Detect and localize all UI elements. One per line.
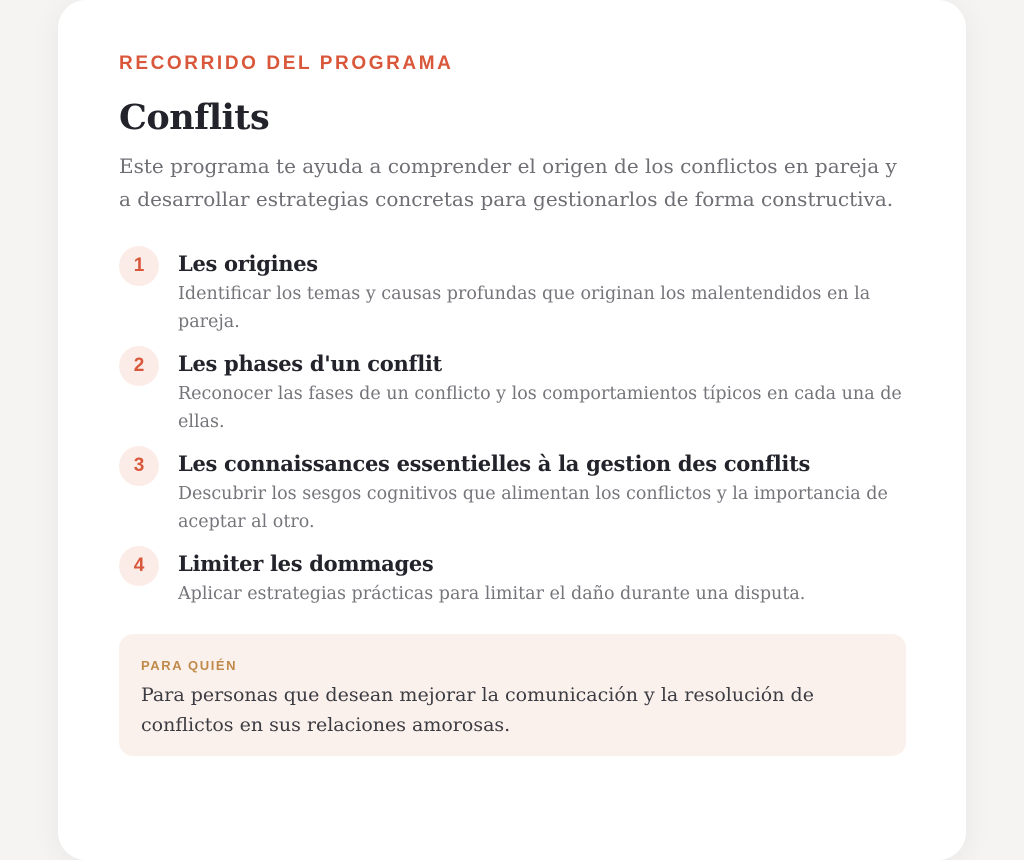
step-number-badge: 3	[119, 446, 159, 486]
audience-label: PARA QUIÉN	[141, 658, 238, 673]
step-item	[119, 350, 906, 436]
step-number-badge: 1	[119, 246, 159, 286]
step-body	[178, 350, 906, 436]
step-number-badge: 2	[119, 346, 159, 386]
step-body	[178, 250, 906, 336]
step-description: Reconocer las fases de un conflicto y los comportamientos típicos en cada una de ellas.	[178, 384, 902, 432]
step-description: Aplicar estrategias prácticas para limitar el daño durante una disputa.	[178, 584, 806, 604]
step-body	[178, 550, 906, 608]
program-title: Conflits	[119, 97, 270, 138]
step-item	[119, 550, 906, 608]
step-item	[119, 450, 906, 536]
step-number-badge: 4	[119, 546, 159, 586]
steps-list	[119, 250, 906, 608]
step-title: Les origines	[178, 251, 318, 276]
step-title: Les phases d'un conflit	[178, 351, 442, 376]
section-eyebrow: RECORRIDO DEL PROGRAMA	[119, 53, 454, 74]
step-title: Limiter les dommages	[178, 551, 434, 576]
step-description: Identificar los temas y causas profundas que originan los malentendidos en la pareja.	[178, 284, 871, 332]
audience-box	[119, 634, 906, 756]
audience-text: Para personas que desean mejorar la comunicación y la resolución de conflictos en sus relaciones amorosas.	[141, 684, 814, 736]
step-item	[119, 250, 906, 336]
step-title: Les connaissances essentielles à la gestion des conflits	[178, 451, 810, 476]
step-body	[178, 450, 906, 536]
program-intro: Este programa te ayuda a comprender el origen de los conflictos en pareja y a desarrollar estrategias concretas para gestionarlos de forma constructiva.	[119, 154, 897, 211]
program-card	[58, 0, 966, 860]
step-description: Descubrir los sesgos cognitivos que alimentan los conflictos y la importancia de aceptar al otro.	[178, 484, 888, 532]
